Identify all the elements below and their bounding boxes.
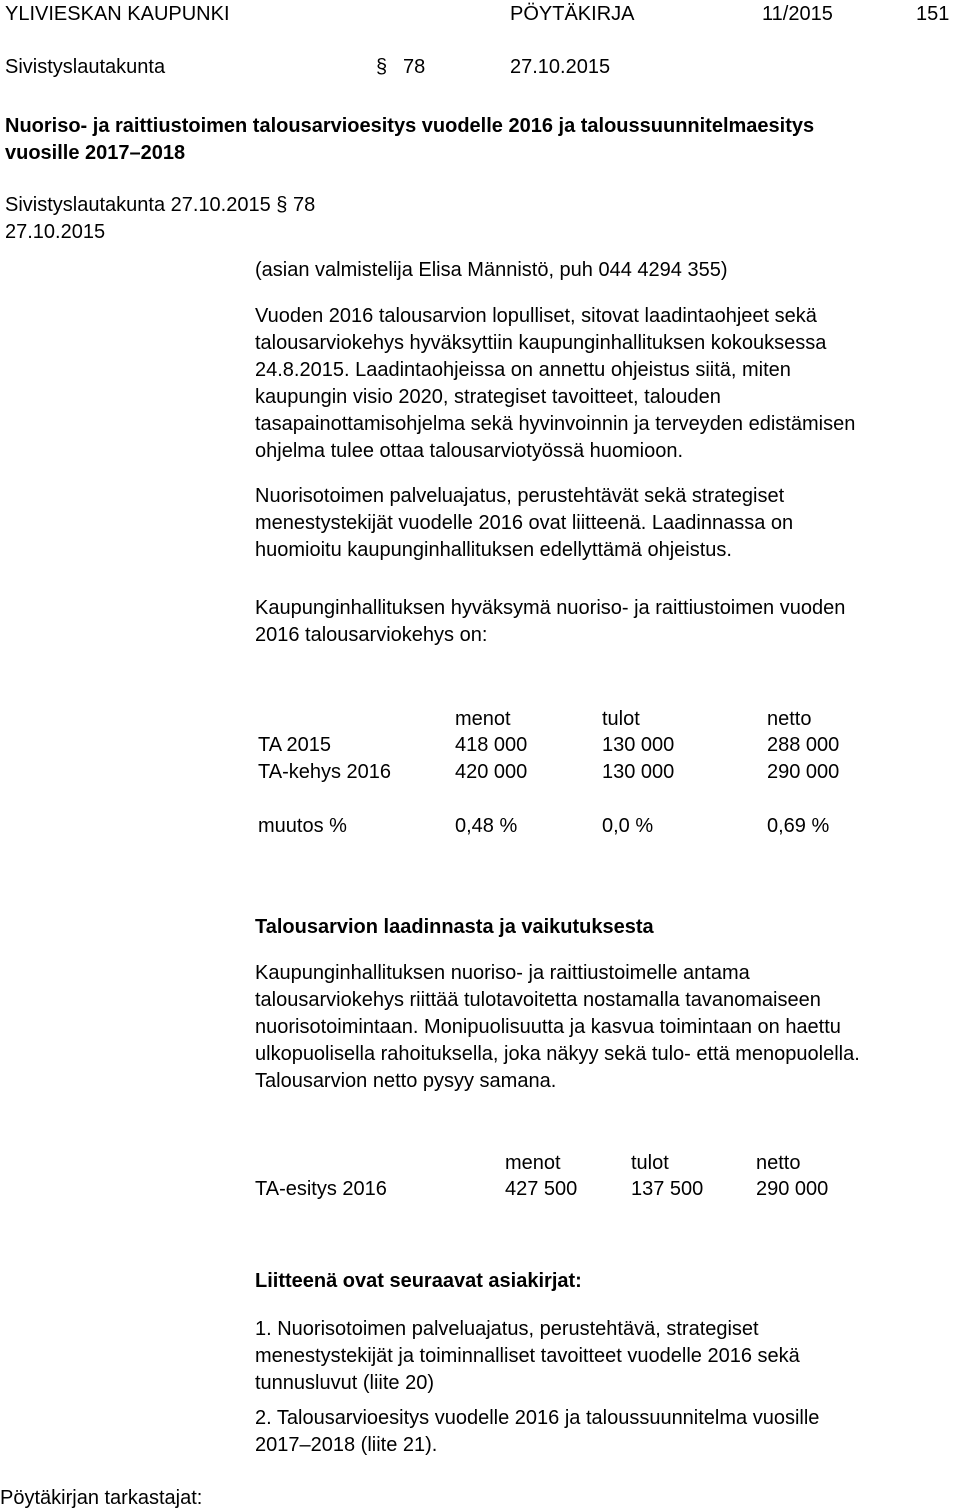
cell-netto: 290 000 xyxy=(767,761,840,783)
change-label: muutos % xyxy=(258,815,347,837)
header-board: Sivistyslautakunta xyxy=(5,56,166,78)
row-label: TA 2015 xyxy=(258,734,332,756)
paragraph-1 xyxy=(255,303,960,465)
preparer-text: (asian valmistelija Elisa Männistö, puh 044 4294 355) xyxy=(255,259,728,281)
cell-tulot: 130 000 xyxy=(602,734,675,756)
cell-menot: 420 000 xyxy=(455,761,528,783)
paragraph-2 xyxy=(255,483,960,564)
text-line: talousarviokehys hyväksyttiin kaupunginhallituksen kokouksessa xyxy=(255,332,827,354)
column-header-tulot: tulot xyxy=(602,708,640,730)
text-line: ulkopuolisella rahoituksella, joka näkyy sekä tulo- että menopuolella. xyxy=(255,1043,860,1065)
text-line: kaupungin visio 2020, strategiset tavoitteet, talouden xyxy=(255,386,721,408)
column-header-menot: menot xyxy=(455,708,511,730)
text-line: 2. Talousarvioesitys vuodelle 2016 ja taloussuunnitelma vuosille xyxy=(255,1407,820,1429)
section-symbol: § xyxy=(376,56,388,78)
change-netto: 0,69 % xyxy=(767,815,830,837)
text-line: nuorisotoimintaan. Monipuolisuutta ja kasvua toimintaan on haettu xyxy=(255,1016,841,1038)
header-page-number: 151 xyxy=(916,3,950,25)
change-tulot: 0,0 % xyxy=(602,815,654,837)
text-line: Kaupunginhallituksen nuoriso- ja raittiustoimelle antama xyxy=(255,962,750,984)
cell-menot: 427 500 xyxy=(505,1178,578,1200)
header-doc-type: PÖYTÄKIRJA xyxy=(510,3,635,25)
attachments-heading-text: Liitteenä ovat seuraavat asiakirjat: xyxy=(255,1270,582,1292)
header-section-number: 78 xyxy=(403,56,426,78)
page-title-line2: vuosille 2017–2018 xyxy=(5,142,186,164)
column-header-netto: netto xyxy=(756,1152,801,1174)
section-heading xyxy=(255,914,960,941)
text-line: 1. Nuorisotoimen palveluajatus, perustehtävä, strategiset xyxy=(255,1318,759,1340)
section-2-paragraph xyxy=(255,960,960,1095)
header-org: YLIVIESKAN KAUPUNKI xyxy=(5,3,230,25)
page-title-line1: Nuoriso- ja raittiustoimen talousarvioesitys vuodelle 2016 ja taloussuunnitelmaesitys xyxy=(5,115,815,137)
text-line: menestystekijät ja toiminnalliset tavoitteet vuodelle 2016 sekä xyxy=(255,1345,800,1367)
text-line: Nuorisotoimen palveluajatus, perustehtävät sekä strategiset xyxy=(255,485,785,507)
change-menot: 0,48 % xyxy=(455,815,518,837)
meeting-ref-line2: 27.10.2015 xyxy=(5,221,106,243)
column-header-netto: netto xyxy=(767,708,812,730)
text-line: Kaupunginhallituksen hyväksymä nuoriso- ja raittiustoimen vuoden xyxy=(255,597,846,619)
cell-tulot: 130 000 xyxy=(602,761,675,783)
column-header-tulot: tulot xyxy=(631,1152,669,1174)
text-line: 24.8.2015. Laadintaohjeissa on annettu ohjeistus siitä, miten xyxy=(255,359,791,381)
column-header-menot: menot xyxy=(505,1152,561,1174)
header-doc-number: 11/2015 xyxy=(762,3,833,25)
section-heading-text: Talousarvion laadinnasta ja vaikutuksesta xyxy=(255,916,654,938)
row-label: TA-esitys 2016 xyxy=(255,1178,387,1200)
text-line: ohjelma tulee ottaa talousarviotyössä huomioon. xyxy=(255,440,684,462)
cell-netto: 290 000 xyxy=(756,1178,829,1200)
header-date: 27.10.2015 xyxy=(510,56,611,78)
cell-menot: 418 000 xyxy=(455,734,528,756)
text-line: talousarviokehys riittää tulotavoitetta nostamalla tavanomaiseen xyxy=(255,989,821,1011)
text-line: tunnusluvut (liite 20) xyxy=(255,1372,434,1394)
text-line: menestystekijät vuodelle 2016 ovat liitteenä. Laadinnassa on xyxy=(255,512,794,534)
cell-netto: 288 000 xyxy=(767,734,840,756)
meeting-ref-line1: Sivistyslautakunta 27.10.2015 § 78 xyxy=(5,194,316,216)
attachment-item-2 xyxy=(255,1405,960,1459)
text-line: 2016 talousarviokehys on: xyxy=(255,624,488,646)
row-label: TA-kehys 2016 xyxy=(258,761,392,783)
attachments-heading xyxy=(255,1268,960,1295)
attachment-item-1 xyxy=(255,1316,960,1397)
text-line: tasapainottamisohjelma sekä hyvinvoinnin ja terveyden edistämisen xyxy=(255,413,856,435)
cell-tulot: 137 500 xyxy=(631,1178,704,1200)
preparer-note xyxy=(255,257,960,284)
paragraph-3 xyxy=(255,595,960,649)
footer-reviewers-label: Pöytäkirjan tarkastajat: xyxy=(0,1487,203,1509)
text-line: Vuoden 2016 talousarvion lopulliset, sitovat laadintaohjeet sekä xyxy=(255,305,817,327)
text-line: 2017–2018 (liite 21). xyxy=(255,1434,438,1456)
text-line: Talousarvion netto pysyy samana. xyxy=(255,1070,557,1092)
text-line: huomioitu kaupunginhallituksen edellyttämä ohjeistus. xyxy=(255,539,732,561)
